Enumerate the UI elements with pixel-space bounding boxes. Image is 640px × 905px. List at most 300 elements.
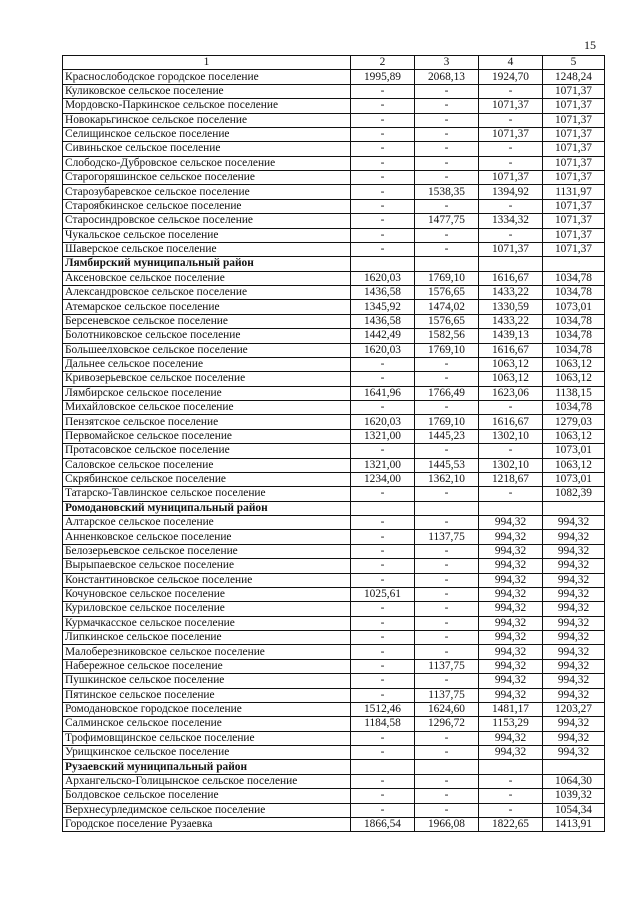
settlement-name: Куриловское сельское поселение: [63, 602, 351, 616]
value-col-4: 994,32: [479, 602, 543, 616]
value-col-5: 994,32: [543, 674, 605, 688]
value-col-3: 1477,75: [415, 214, 479, 228]
value-col-4: 994,32: [479, 731, 543, 745]
value-col-3: 1445,53: [415, 458, 479, 472]
column-header: 5: [543, 56, 605, 70]
value-col-5: 994,32: [543, 602, 605, 616]
empty-cell: [351, 501, 415, 515]
value-col-4: -: [479, 803, 543, 817]
value-col-4: -: [479, 113, 543, 127]
value-col-4: 1433,22: [479, 314, 543, 328]
value-col-2: -: [351, 113, 415, 127]
value-col-4: 1063,12: [479, 357, 543, 371]
table-row: [63, 674, 605, 688]
value-col-4: 1063,12: [479, 372, 543, 386]
value-col-3: -: [415, 242, 479, 256]
value-col-3: -: [415, 602, 479, 616]
column-header: 1: [63, 56, 351, 70]
table-row: [63, 84, 605, 98]
value-col-3: 1445,23: [415, 429, 479, 443]
value-col-3: -: [415, 645, 479, 659]
value-col-5: 1034,78: [543, 343, 605, 357]
value-col-2: -: [351, 573, 415, 587]
value-col-2: 1321,00: [351, 429, 415, 443]
value-col-4: 1302,10: [479, 458, 543, 472]
value-col-2: -: [351, 645, 415, 659]
value-col-4: 1433,22: [479, 286, 543, 300]
value-col-2: -: [351, 156, 415, 170]
settlement-name: Куликовское сельское поселение: [63, 84, 351, 98]
value-col-5: 1071,37: [543, 228, 605, 242]
value-col-4: 994,32: [479, 516, 543, 530]
value-col-4: 1616,67: [479, 415, 543, 429]
value-col-3: -: [415, 616, 479, 630]
settlement-name: Шаверское сельское поселение: [63, 242, 351, 256]
empty-cell: [479, 257, 543, 271]
table-row: [63, 472, 605, 486]
settlement-name: Трофимовщинское сельское поселение: [63, 731, 351, 745]
settlement-name: Болотниковское сельское поселение: [63, 329, 351, 343]
value-col-5: 1071,37: [543, 99, 605, 113]
value-col-4: -: [479, 199, 543, 213]
value-col-4: 1071,37: [479, 127, 543, 141]
settlement-name: Селищинское сельское поселение: [63, 127, 351, 141]
table-row: [63, 544, 605, 558]
value-col-3: -: [415, 587, 479, 601]
section-header-row: [63, 760, 605, 774]
value-col-2: 1620,03: [351, 415, 415, 429]
value-col-4: 994,32: [479, 645, 543, 659]
value-col-2: -: [351, 242, 415, 256]
empty-cell: [543, 501, 605, 515]
value-col-5: 994,32: [543, 616, 605, 630]
value-col-3: 1582,56: [415, 329, 479, 343]
column-header: 2: [351, 56, 415, 70]
tariff-table: [62, 55, 605, 832]
value-col-4: 994,32: [479, 573, 543, 587]
value-col-5: 1034,78: [543, 314, 605, 328]
value-col-3: 1769,10: [415, 415, 479, 429]
settlement-name: Алтарское сельское поселение: [63, 516, 351, 530]
table-row: [63, 746, 605, 760]
value-col-5: 994,32: [543, 746, 605, 760]
value-col-2: -: [351, 516, 415, 530]
table-row: [63, 357, 605, 371]
value-col-2: -: [351, 372, 415, 386]
table-row: [63, 242, 605, 256]
settlement-name: Татарско-Тавлинское сельское поселение: [63, 487, 351, 501]
section-header-row: [63, 257, 605, 271]
value-col-3: -: [415, 127, 479, 141]
settlement-name: Пензятское сельское поселение: [63, 415, 351, 429]
value-col-2: -: [351, 171, 415, 185]
value-col-5: 1082,39: [543, 487, 605, 501]
value-col-3: 1966,08: [415, 817, 479, 831]
value-col-5: 994,32: [543, 516, 605, 530]
value-col-2: -: [351, 774, 415, 788]
settlement-name: Михайловское сельское поселение: [63, 401, 351, 415]
table-row: [63, 602, 605, 616]
settlement-name: Верхнесурледимское сельское поселение: [63, 803, 351, 817]
value-col-5: 994,32: [543, 530, 605, 544]
value-col-3: 2068,13: [415, 70, 479, 84]
table-row: [63, 559, 605, 573]
value-col-2: -: [351, 357, 415, 371]
value-col-5: 1073,01: [543, 300, 605, 314]
value-col-3: 1137,75: [415, 688, 479, 702]
value-col-2: 1620,03: [351, 343, 415, 357]
table-row: [63, 803, 605, 817]
table-row: [63, 717, 605, 731]
value-col-4: 994,32: [479, 631, 543, 645]
table-row: [63, 487, 605, 501]
settlement-name: Первомайское сельское поселение: [63, 429, 351, 443]
table-row: [63, 185, 605, 199]
table-row: [63, 616, 605, 630]
value-col-2: -: [351, 602, 415, 616]
value-col-3: -: [415, 171, 479, 185]
value-col-5: 1413,91: [543, 817, 605, 831]
value-col-2: 1345,92: [351, 300, 415, 314]
settlement-name: Новокарьгинское сельское поселение: [63, 113, 351, 127]
table-row: [63, 113, 605, 127]
table-row: [63, 142, 605, 156]
value-col-2: -: [351, 544, 415, 558]
table-row: [63, 300, 605, 314]
settlement-name: Берсеневское сельское поселение: [63, 314, 351, 328]
table-row: [63, 645, 605, 659]
value-col-3: -: [415, 142, 479, 156]
value-col-2: -: [351, 444, 415, 458]
section-title: Рузаевский муниципальный район: [63, 760, 351, 774]
settlement-name: Липкинское сельское поселение: [63, 631, 351, 645]
settlement-name: Ромодановское городское поселение: [63, 702, 351, 716]
table-row: [63, 401, 605, 415]
value-col-5: 994,32: [543, 731, 605, 745]
value-col-4: 1623,06: [479, 386, 543, 400]
value-col-5: 1063,12: [543, 372, 605, 386]
empty-cell: [415, 501, 479, 515]
settlement-name: Протасовское сельское поселение: [63, 444, 351, 458]
table-row: [63, 127, 605, 141]
value-col-3: -: [415, 84, 479, 98]
settlement-name: Пятинское сельское поселение: [63, 688, 351, 702]
value-col-3: -: [415, 487, 479, 501]
value-col-3: 1296,72: [415, 717, 479, 731]
table-row: [63, 631, 605, 645]
value-col-2: 1620,03: [351, 271, 415, 285]
value-col-4: 1394,92: [479, 185, 543, 199]
page-number: 15: [584, 38, 596, 52]
empty-cell: [415, 760, 479, 774]
value-col-3: -: [415, 516, 479, 530]
value-col-3: 1769,10: [415, 343, 479, 357]
value-col-2: 1995,89: [351, 70, 415, 84]
value-col-3: -: [415, 789, 479, 803]
value-col-4: -: [479, 487, 543, 501]
settlement-name: Атемарское сельское поселение: [63, 300, 351, 314]
value-col-2: 1025,61: [351, 587, 415, 601]
value-col-3: 1576,65: [415, 286, 479, 300]
value-col-5: 994,32: [543, 587, 605, 601]
value-col-5: 1203,27: [543, 702, 605, 716]
value-col-2: -: [351, 142, 415, 156]
value-col-5: 1248,24: [543, 70, 605, 84]
table-row: [63, 789, 605, 803]
value-col-5: 994,32: [543, 717, 605, 731]
value-col-5: 1071,37: [543, 214, 605, 228]
table-row: [63, 286, 605, 300]
value-col-4: -: [479, 774, 543, 788]
value-col-4: 994,32: [479, 688, 543, 702]
settlement-name: Краснослободское городское поселение: [63, 70, 351, 84]
settlement-name: Старосиндровское сельское поселение: [63, 214, 351, 228]
settlement-name: Аксеновское сельское поселение: [63, 271, 351, 285]
value-col-2: 1321,00: [351, 458, 415, 472]
value-col-2: -: [351, 746, 415, 760]
value-col-5: 1071,37: [543, 156, 605, 170]
settlement-name: Малоберезниковское сельское поселение: [63, 645, 351, 659]
value-col-4: 994,32: [479, 530, 543, 544]
settlement-name: Саловское сельское поселение: [63, 458, 351, 472]
value-col-3: -: [415, 444, 479, 458]
value-col-5: 1071,37: [543, 242, 605, 256]
value-col-4: -: [479, 142, 543, 156]
value-col-2: -: [351, 99, 415, 113]
settlement-name: Дальнее сельское поселение: [63, 357, 351, 371]
value-col-2: -: [351, 789, 415, 803]
table-row: [63, 314, 605, 328]
value-col-2: 1234,00: [351, 472, 415, 486]
header-row: [63, 56, 605, 70]
settlement-name: Мордовско-Паркинское сельское поселение: [63, 99, 351, 113]
value-col-3: -: [415, 228, 479, 242]
value-col-3: -: [415, 559, 479, 573]
value-col-5: 1073,01: [543, 472, 605, 486]
settlement-name: Кривозерьевское сельское поселение: [63, 372, 351, 386]
settlement-name: Сивиньское сельское поселение: [63, 142, 351, 156]
table-row: [63, 702, 605, 716]
section-header-row: [63, 501, 605, 515]
value-col-4: 1439,13: [479, 329, 543, 343]
value-col-5: 1071,37: [543, 142, 605, 156]
value-col-4: 994,32: [479, 659, 543, 673]
table-row: [63, 386, 605, 400]
value-col-2: 1866,54: [351, 817, 415, 831]
settlement-name: Староябкинское сельское поселение: [63, 199, 351, 213]
settlement-name: Салминское сельское поселение: [63, 717, 351, 731]
table-row: [63, 530, 605, 544]
settlement-name: Старогоряшинское сельское поселение: [63, 171, 351, 185]
value-col-3: -: [415, 674, 479, 688]
value-col-4: 1481,17: [479, 702, 543, 716]
value-col-2: -: [351, 659, 415, 673]
table-row: [63, 70, 605, 84]
settlement-name: Чукальское сельское поселение: [63, 228, 351, 242]
settlement-name: Белозерьевское сельское поселение: [63, 544, 351, 558]
value-col-2: -: [351, 559, 415, 573]
value-col-4: 1071,37: [479, 242, 543, 256]
table-row: [63, 329, 605, 343]
value-col-5: 1034,78: [543, 286, 605, 300]
value-col-4: -: [479, 789, 543, 803]
settlement-name: Набережное сельское поселение: [63, 659, 351, 673]
empty-cell: [479, 501, 543, 515]
value-col-3: 1137,75: [415, 530, 479, 544]
value-col-4: 994,32: [479, 616, 543, 630]
value-col-4: -: [479, 84, 543, 98]
section-title: Ромодановский муниципальный район: [63, 501, 351, 515]
column-header: 3: [415, 56, 479, 70]
value-col-5: 994,32: [543, 659, 605, 673]
value-col-3: -: [415, 156, 479, 170]
value-col-5: 994,32: [543, 631, 605, 645]
value-col-2: -: [351, 674, 415, 688]
table-row: [63, 99, 605, 113]
settlement-name: Анненковское сельское поселение: [63, 530, 351, 544]
settlement-name: Городское поселение Рузаевка: [63, 817, 351, 831]
value-col-3: 1362,10: [415, 472, 479, 486]
settlement-name: Старозубаревское сельское поселение: [63, 185, 351, 199]
value-col-4: 994,32: [479, 746, 543, 760]
value-col-2: -: [351, 487, 415, 501]
value-col-2: -: [351, 631, 415, 645]
value-col-3: 1137,75: [415, 659, 479, 673]
value-col-5: 994,32: [543, 544, 605, 558]
value-col-4: 994,32: [479, 544, 543, 558]
value-col-5: 1039,32: [543, 789, 605, 803]
table-row: [63, 372, 605, 386]
value-col-2: -: [351, 616, 415, 630]
value-col-5: 1071,37: [543, 127, 605, 141]
value-col-5: 1071,37: [543, 84, 605, 98]
table-row: [63, 415, 605, 429]
value-col-4: 1153,29: [479, 717, 543, 731]
value-col-3: -: [415, 746, 479, 760]
value-col-2: 1436,58: [351, 314, 415, 328]
value-col-5: 1131,97: [543, 185, 605, 199]
value-col-4: 1822,65: [479, 817, 543, 831]
value-col-2: -: [351, 185, 415, 199]
value-col-2: -: [351, 127, 415, 141]
value-col-5: 994,32: [543, 573, 605, 587]
table-row: [63, 214, 605, 228]
table-row: [63, 228, 605, 242]
table-row: [63, 343, 605, 357]
value-col-2: 1641,96: [351, 386, 415, 400]
table-row: [63, 573, 605, 587]
table-row: [63, 458, 605, 472]
value-col-2: 1184,58: [351, 717, 415, 731]
value-col-3: 1576,65: [415, 314, 479, 328]
value-col-4: 994,32: [479, 587, 543, 601]
settlement-name: Вырыпаевское сельское поселение: [63, 559, 351, 573]
value-col-4: -: [479, 156, 543, 170]
table-body: [63, 56, 605, 832]
value-col-4: 1334,32: [479, 214, 543, 228]
value-col-3: -: [415, 544, 479, 558]
value-col-3: -: [415, 731, 479, 745]
value-col-5: 1073,01: [543, 444, 605, 458]
value-col-3: -: [415, 401, 479, 415]
empty-cell: [479, 760, 543, 774]
value-col-2: -: [351, 401, 415, 415]
value-col-2: -: [351, 214, 415, 228]
value-col-5: 1063,12: [543, 429, 605, 443]
settlement-name: Константиновское сельское поселение: [63, 573, 351, 587]
value-col-3: -: [415, 113, 479, 127]
settlement-name: Большеелховское сельское поселение: [63, 343, 351, 357]
value-col-5: 1138,15: [543, 386, 605, 400]
value-col-3: 1766,49: [415, 386, 479, 400]
settlement-name: Скрябинское сельское поселение: [63, 472, 351, 486]
value-col-5: 994,32: [543, 559, 605, 573]
value-col-4: 994,32: [479, 674, 543, 688]
settlement-name: Урищкинское сельское поселение: [63, 746, 351, 760]
value-col-5: 1034,78: [543, 271, 605, 285]
value-col-3: -: [415, 99, 479, 113]
value-col-3: -: [415, 573, 479, 587]
value-col-5: 1279,03: [543, 415, 605, 429]
settlement-name: Александровское сельское поселение: [63, 286, 351, 300]
table-row: [63, 271, 605, 285]
value-col-5: 1054,34: [543, 803, 605, 817]
value-col-5: 994,32: [543, 645, 605, 659]
value-col-2: -: [351, 530, 415, 544]
value-col-3: 1474,02: [415, 300, 479, 314]
table-row: [63, 774, 605, 788]
value-col-5: 1064,30: [543, 774, 605, 788]
empty-cell: [543, 257, 605, 271]
value-col-2: -: [351, 84, 415, 98]
value-col-4: -: [479, 444, 543, 458]
settlement-name: Лямбирское сельское поселение: [63, 386, 351, 400]
value-col-4: -: [479, 401, 543, 415]
table-row: [63, 171, 605, 185]
value-col-4: 1924,70: [479, 70, 543, 84]
value-col-2: 1512,46: [351, 702, 415, 716]
table-row: [63, 156, 605, 170]
value-col-2: -: [351, 803, 415, 817]
settlement-name: Пушкинское сельское поселение: [63, 674, 351, 688]
value-col-2: -: [351, 228, 415, 242]
settlement-name: Болдовское сельское поселение: [63, 789, 351, 803]
value-col-3: 1769,10: [415, 271, 479, 285]
table-row: [63, 516, 605, 530]
value-col-5: 1071,37: [543, 113, 605, 127]
column-header: 4: [479, 56, 543, 70]
value-col-3: -: [415, 372, 479, 386]
value-col-4: 994,32: [479, 559, 543, 573]
settlement-name: Слободско-Дубровское сельское поселение: [63, 156, 351, 170]
value-col-3: -: [415, 199, 479, 213]
value-col-2: 1442,49: [351, 329, 415, 343]
value-col-5: 994,32: [543, 688, 605, 702]
table-row: [63, 444, 605, 458]
value-col-3: -: [415, 631, 479, 645]
settlement-name: Курмачкасское сельское поселение: [63, 616, 351, 630]
empty-cell: [415, 257, 479, 271]
value-col-3: 1538,35: [415, 185, 479, 199]
value-col-2: -: [351, 688, 415, 702]
value-col-3: -: [415, 803, 479, 817]
table-row: [63, 199, 605, 213]
value-col-3: 1624,60: [415, 702, 479, 716]
table-row: [63, 429, 605, 443]
settlement-name: Кочуновское сельское поселение: [63, 587, 351, 601]
value-col-4: 1071,37: [479, 171, 543, 185]
table-row: [63, 659, 605, 673]
